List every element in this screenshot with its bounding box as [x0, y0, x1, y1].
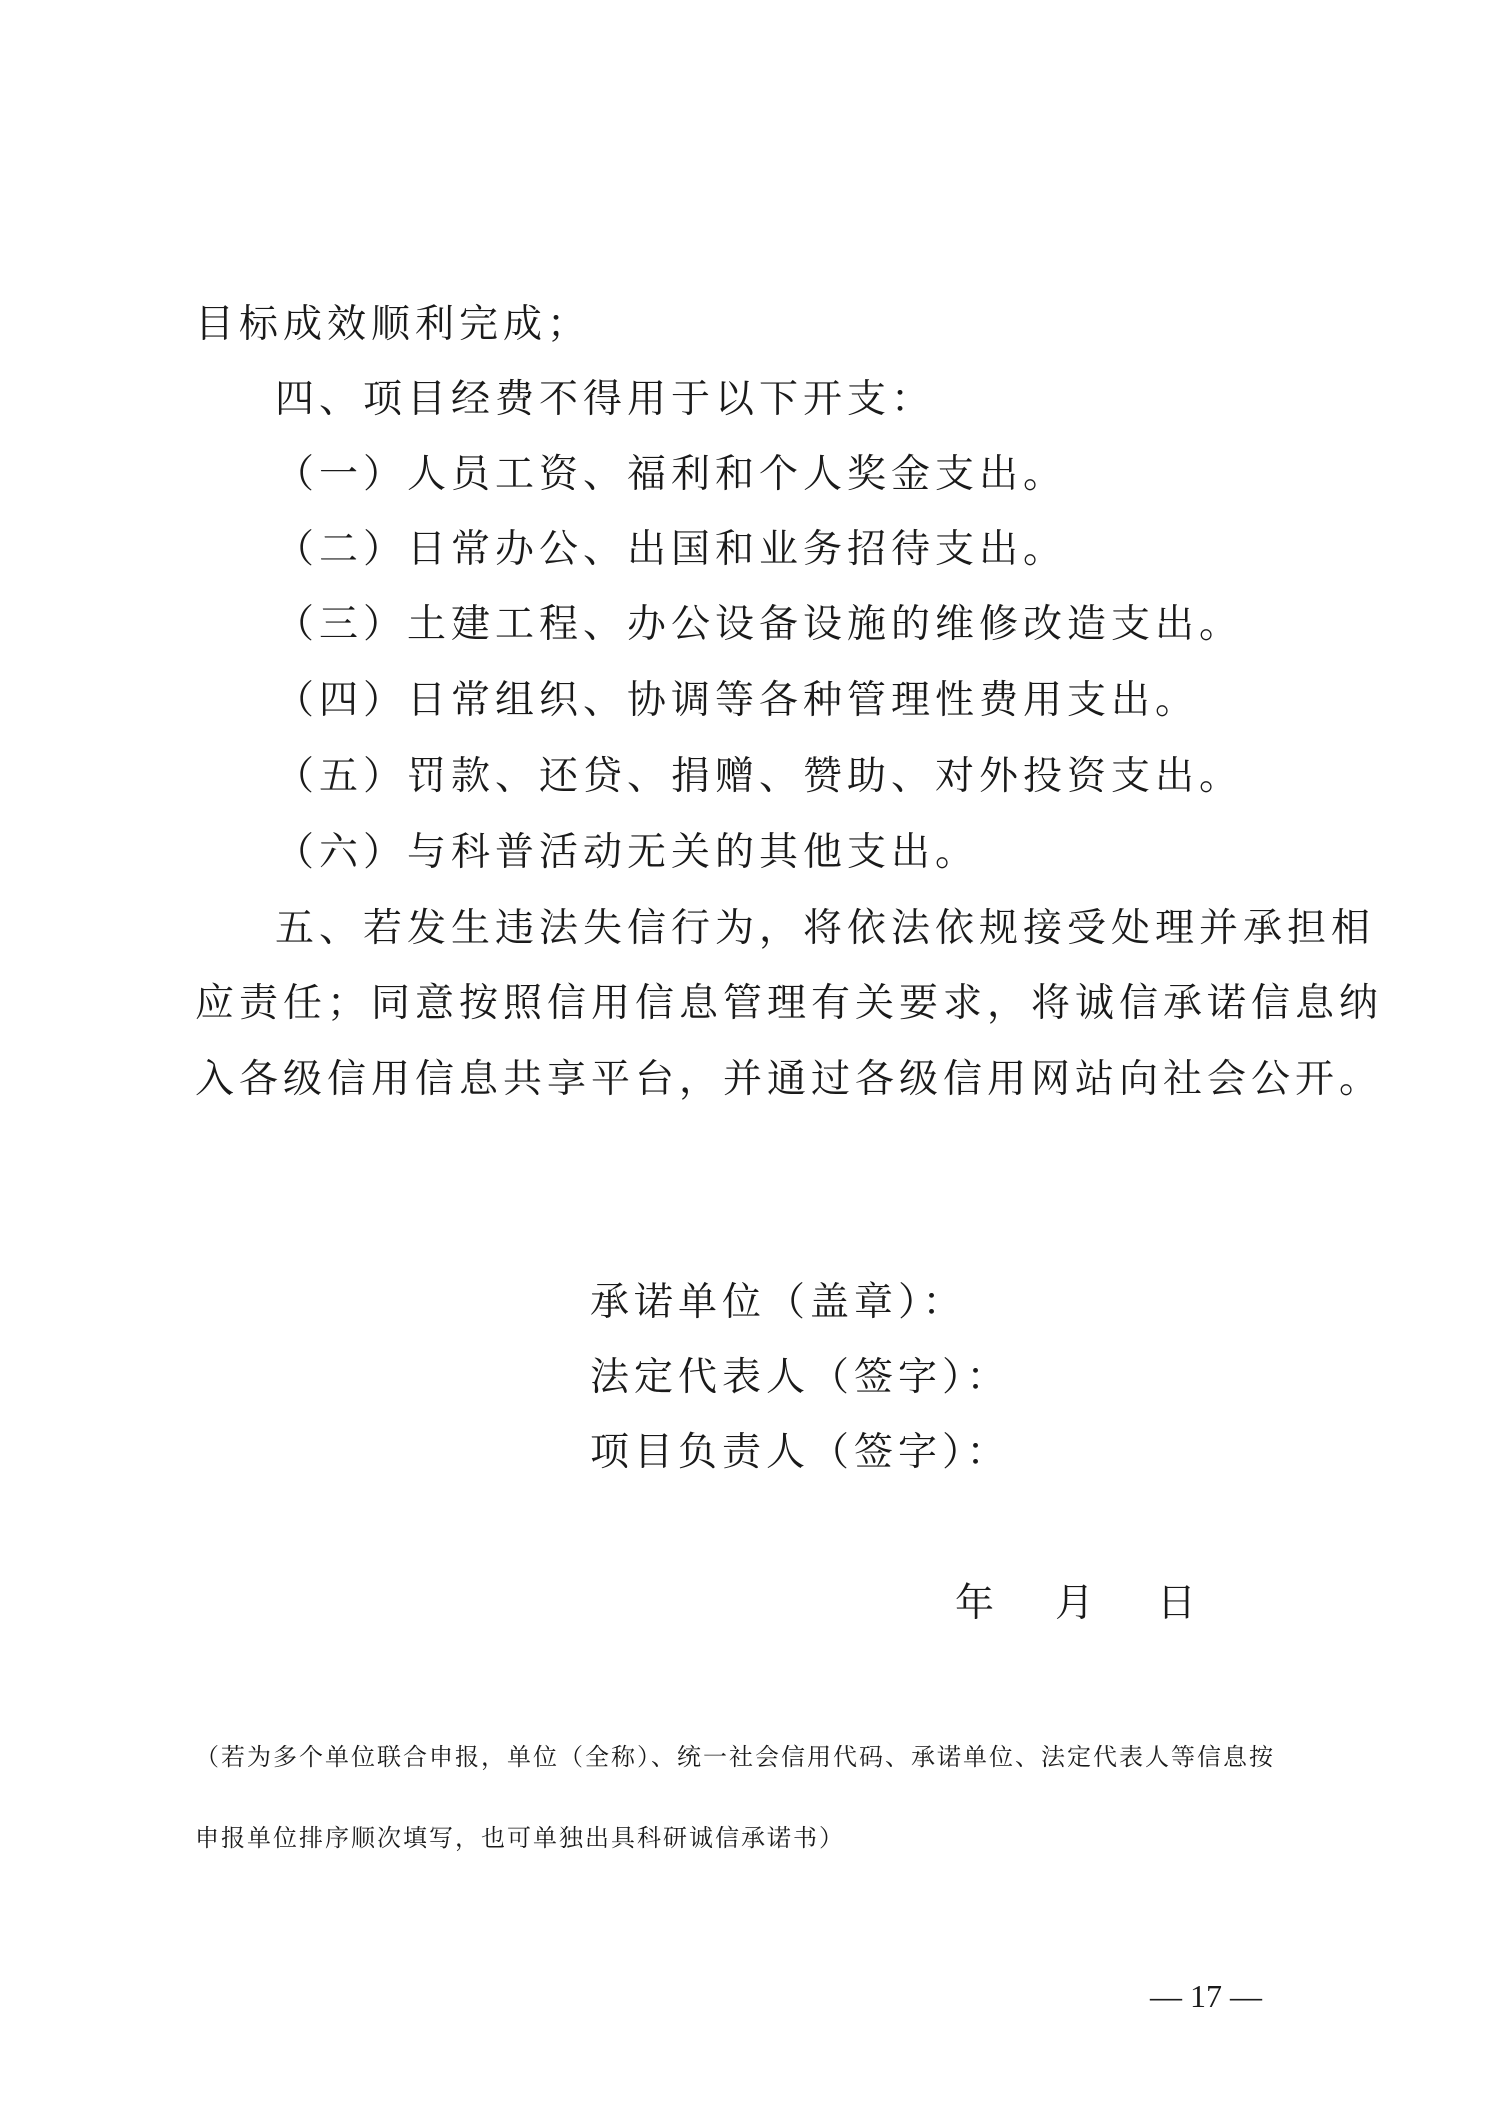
sub-item-3: （三）土建工程、办公设备设施的维修改造支出。	[275, 602, 1244, 647]
date-month: 月	[1055, 1581, 1095, 1626]
page-number: — 17 —	[1150, 1978, 1262, 2014]
date-year: 年	[955, 1581, 995, 1626]
item4-heading: 四、项目经费不得用于以下开支：	[275, 377, 936, 422]
item5-line-2: 应责任；同意按照信用信息管理有关要求，将诚信承诺信息纳	[195, 981, 1384, 1026]
signature-project-lead: 项目负责人（签字）：	[590, 1430, 1011, 1475]
sub-item-2: （二）日常办公、出国和业务招待支出。	[275, 527, 1068, 572]
sub-item-6: （六）与科普活动无关的其他支出。	[275, 830, 980, 875]
item5-line-1: 五、若发生违法失信行为，将依法依规接受处理并承担相	[275, 906, 1376, 951]
note-line-2: 申报单位排序顺次填写，也可单独出具科研诚信承诺书）	[195, 1824, 845, 1852]
body-line-continuation: 目标成效顺利完成；	[195, 302, 592, 347]
note-line-1: （若为多个单位联合申报，单位（全称）、统一社会信用代码、承诺单位、法定代表人等信息按	[195, 1743, 1275, 1771]
date-day: 日	[1157, 1581, 1197, 1626]
signature-legal-rep: 法定代表人（签字）：	[590, 1355, 1011, 1400]
sub-item-5: （五）罚款、还贷、捐赠、赞助、对外投资支出。	[275, 754, 1244, 799]
signature-unit: 承诺单位（盖章）：	[590, 1280, 967, 1325]
item5-line-3: 入各级信用信息共享平台，并通过各级信用网站向社会公开。	[195, 1057, 1384, 1102]
sub-item-1: （一）人员工资、福利和个人奖金支出。	[275, 452, 1068, 497]
sub-item-4: （四）日常组织、协调等各种管理性费用支出。	[275, 678, 1200, 723]
